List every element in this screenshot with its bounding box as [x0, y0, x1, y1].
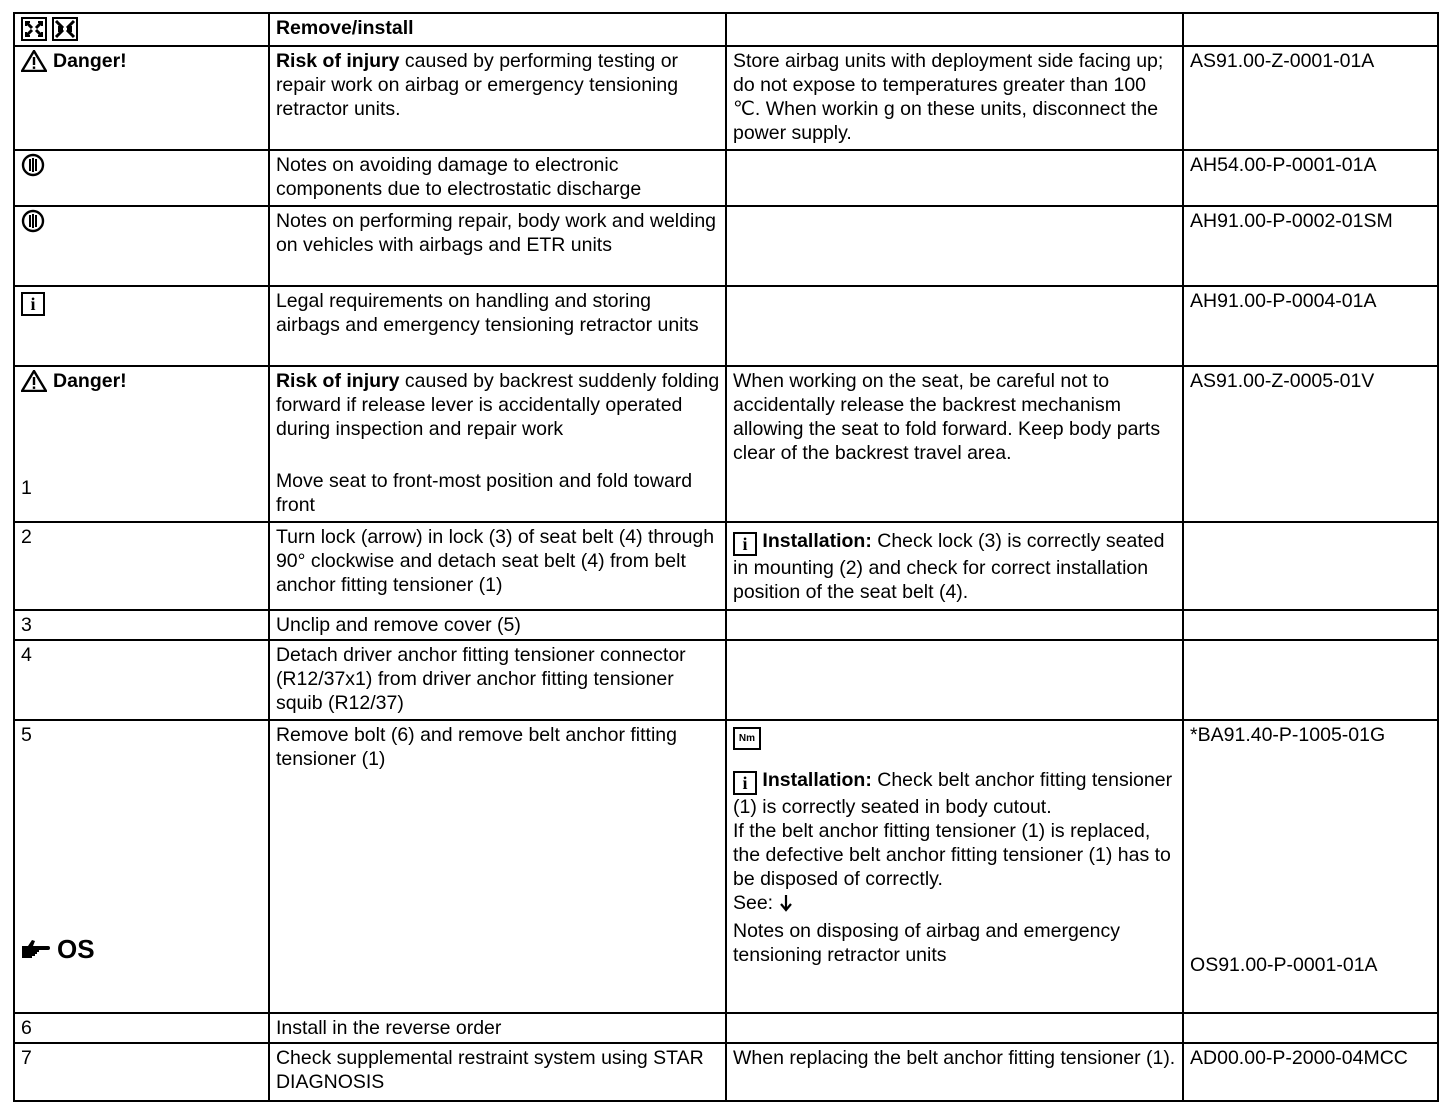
step-number: 1 — [21, 477, 32, 499]
step-number: 4 — [21, 644, 32, 666]
table-row — [14, 522, 1438, 610]
table-row — [14, 150, 1438, 206]
step-number: 6 — [21, 1017, 32, 1039]
document-ref: *BA91.40-P-1005-01G — [1190, 724, 1386, 746]
torque-icon: Nm — [733, 727, 761, 750]
document-ref: AS91.00-Z-0005-01V — [1190, 370, 1375, 392]
table-row — [14, 640, 1438, 720]
table-header-row — [14, 13, 1438, 46]
step-text: Remove bolt (6) and remove belt anchor fitting tensioner (1) — [275, 724, 677, 770]
step-number: 7 — [21, 1047, 32, 1069]
warning-triangle-icon — [21, 370, 47, 392]
table-row — [14, 1013, 1438, 1043]
table-row — [14, 720, 1438, 1013]
step-number: 5 — [21, 724, 32, 746]
remove-icon — [21, 17, 47, 41]
installation-label: Installation: — [762, 769, 872, 791]
step-text: Check supplemental restraint system using STAR DIAGNOSIS — [275, 1047, 704, 1093]
step-text: Move seat to front-most position and fold toward front — [275, 470, 693, 516]
row-note: Store airbag units with deployment side facing up; do not expose to temperatures greater than 100 ℃. When workin g on these units, disconnect the power supply. — [732, 50, 1164, 144]
row-text: Notes on performing repair, body work and welding on vehicles with airbags and ETR units — [275, 210, 717, 256]
esd-caution-icon — [21, 153, 45, 177]
document-ref: AH91.00-P-0004-01A — [1190, 290, 1377, 312]
procedure-table — [13, 12, 1439, 1102]
row-text: Notes on avoiding damage to electronic components due to electrostatic discharge — [275, 154, 642, 200]
pointing-hand-icon — [21, 938, 51, 960]
row-text: caused by performing testing or repair work on airbag or emergency tensioning retractor units. — [275, 50, 679, 120]
row-note-2: If the belt anchor fitting tensioner (1) is replaced, the defective belt anchor fitting tensioner (1) has to be disposed of correctly. — [732, 820, 1171, 890]
row-note: When working on the seat, be careful not to accidentally release the backrest mechanism allowing the seat to fold forward. Keep body parts clear of the backrest travel area. — [732, 370, 1161, 464]
row-text: caused by backrest suddenly folding forward if release lever is accidentally operated during inspection and repair work — [275, 370, 720, 440]
table-row — [14, 610, 1438, 640]
row-note: When replacing the belt anchor fitting tensioner (1). — [732, 1047, 1176, 1069]
risk-lead: Risk of injury — [275, 370, 400, 392]
step-text: Turn lock (arrow) in lock (3) of seat belt (4) through 90° clockwise and detach seat belt (4) from belt anchor fitting tensioner (1) — [275, 526, 715, 596]
table-row — [14, 1043, 1438, 1101]
table-row — [14, 286, 1438, 366]
esd-caution-icon — [21, 209, 45, 233]
row-text: Legal requirements on handling and storing airbags and emergency tensioning retractor units — [275, 290, 699, 336]
step-number: 2 — [21, 526, 32, 548]
danger-label: Danger! — [53, 50, 127, 72]
os-note: Notes on disposing of airbag and emergency tensioning retractor units — [732, 920, 1120, 966]
step-text: Detach driver anchor fitting tensioner connector (R12/37x1) from driver anchor fitting tensioner squib (R12/37) — [275, 644, 686, 714]
install-icon — [52, 17, 78, 41]
page-title: Remove/install — [275, 17, 414, 39]
info-icon: i — [733, 771, 757, 795]
document-ref: AH91.00-P-0002-01SM — [1190, 210, 1393, 232]
arrow-down-icon — [779, 894, 793, 912]
installation-label: Installation: — [762, 530, 872, 552]
table-row — [14, 206, 1438, 286]
row-note: Check lock (3) is correctly seated in mounting (2) and check for correct installation position of the seat belt (4). — [732, 530, 1165, 603]
document-ref: AH54.00-P-0001-01A — [1190, 154, 1377, 176]
document-ref: AD00.00-P-2000-04MCC — [1190, 1047, 1408, 1069]
document-ref: AS91.00-Z-0001-01A — [1190, 50, 1375, 72]
warning-triangle-icon — [21, 50, 47, 72]
danger-label: Danger! — [53, 370, 127, 392]
table-row — [14, 366, 1438, 522]
os-label: OS — [57, 934, 95, 964]
step-number: 3 — [21, 614, 32, 636]
table-row — [14, 46, 1438, 150]
os-document-ref: OS91.00-P-0001-01A — [1190, 954, 1378, 976]
info-icon: i — [733, 532, 757, 556]
row-note: Check belt anchor fitting tensioner (1) is correctly seated in body cutout. — [732, 769, 1173, 818]
step-text: Install in the reverse order — [275, 1017, 502, 1039]
info-icon: i — [21, 292, 45, 316]
see-label: See: — [732, 892, 774, 914]
step-text: Unclip and remove cover (5) — [275, 614, 521, 636]
risk-lead: Risk of injury — [275, 50, 400, 72]
